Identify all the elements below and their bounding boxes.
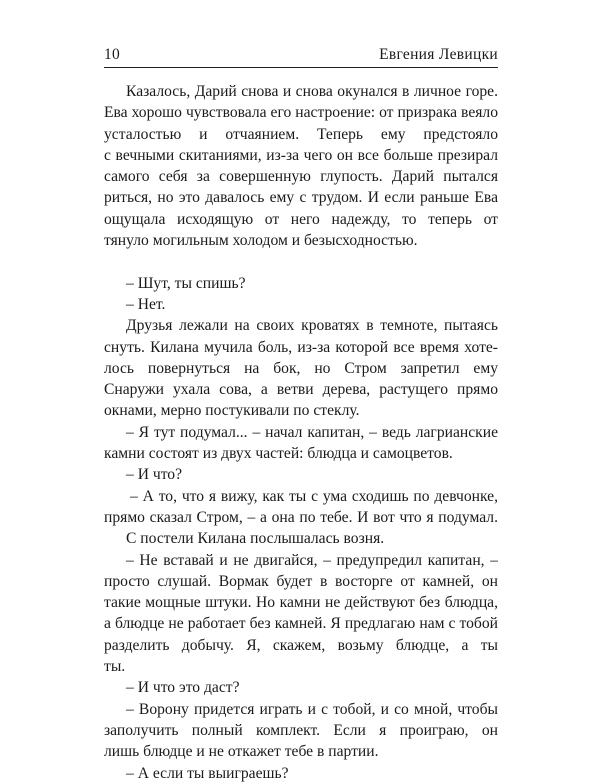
text-line: лось повернуться на бок, но Стром запретил ему <box>104 359 498 377</box>
text-line: прямо сказал Стром, – а она по тебе. И вот что я подумал. <box>104 508 498 526</box>
text-line: ты. <box>104 658 126 676</box>
text-line: окнами, мерно постукивали по стеклу. <box>104 402 360 420</box>
text-line: самого себя за совершенную глупость. Дарий пытался <box>104 168 498 186</box>
text-line: камни состоят из двух частей: блюдца и самоцветов. <box>104 445 453 463</box>
body-text <box>104 81 498 784</box>
text-line: Ева хорошо чувствовала его настроение: от призрака веяло <box>104 104 498 122</box>
text-line: тянуло могильным холодом и безысходностью. <box>104 232 418 250</box>
running-head-author: Евгения Левицки <box>379 46 498 63</box>
text-line: – И что это даст? <box>126 679 240 697</box>
text-line: Друзья лежали на своих кроватях в темноте, пытаясь <box>126 317 498 335</box>
running-header <box>104 42 498 64</box>
text-line: разделить добычу. Я, скажем, возьму блюдце, а ты <box>104 636 498 654</box>
text-line: такие мощные штуки. Но камни не действуют без блюдца, <box>104 594 498 612</box>
text-line: просто слушай. Вормак будет в восторге от камней, он <box>104 572 498 590</box>
text-line: а блюдце не работает без камней. Я предлагаю нам с тобой <box>104 615 498 633</box>
page-number: 10 <box>104 46 121 63</box>
text-line: – Нет. <box>126 295 166 313</box>
text-line: – Ворону придется играть и с тобой, и со мной, чтобы <box>126 700 498 718</box>
text-line: – И что? <box>126 466 183 484</box>
text-line: – А то, что я вижу, как ты с ума сходишь по девчонке, <box>130 487 498 505</box>
text-line: лишь блюдце и не откажет тебе в партии. <box>104 743 379 761</box>
text-line: снуть. Килана мучила боль, из-за которой все время хоте- <box>104 338 498 356</box>
paragraph-gap <box>104 251 498 272</box>
text-line: Снаружи ухала сова, а ветви дерева, растущего прямо <box>104 381 498 399</box>
text-line: С постели Килана послышалась возня. <box>126 530 385 548</box>
text-line: – А если ты выиграешь? <box>126 764 289 782</box>
text-line: усталостью и отчаянием. Теперь ему предстояло <box>104 125 498 143</box>
header-rule <box>104 67 498 68</box>
text-line: с вечными скитаниями, из-за чего он все больше презирал <box>104 146 498 164</box>
text-line: Казалось, Дарий снова и снова окунался в личное горе. <box>126 83 498 100</box>
text-line: риться, но это давалось ему с трудом. И если раньше Ева <box>104 189 498 207</box>
text-line: заполучить полный комплект. Если я проиграю, он <box>104 721 498 739</box>
text-line: – Шут, ты спишь? <box>126 274 246 292</box>
text-line: ощущала исходящую от него надежду, то теперь от <box>104 210 498 228</box>
text-line: – Не вставай и не двигайся, – предупредил капитан, – <box>126 551 498 569</box>
text-line: – Я тут подумал... – начал капитан, – ведь лагрианские <box>126 423 498 441</box>
